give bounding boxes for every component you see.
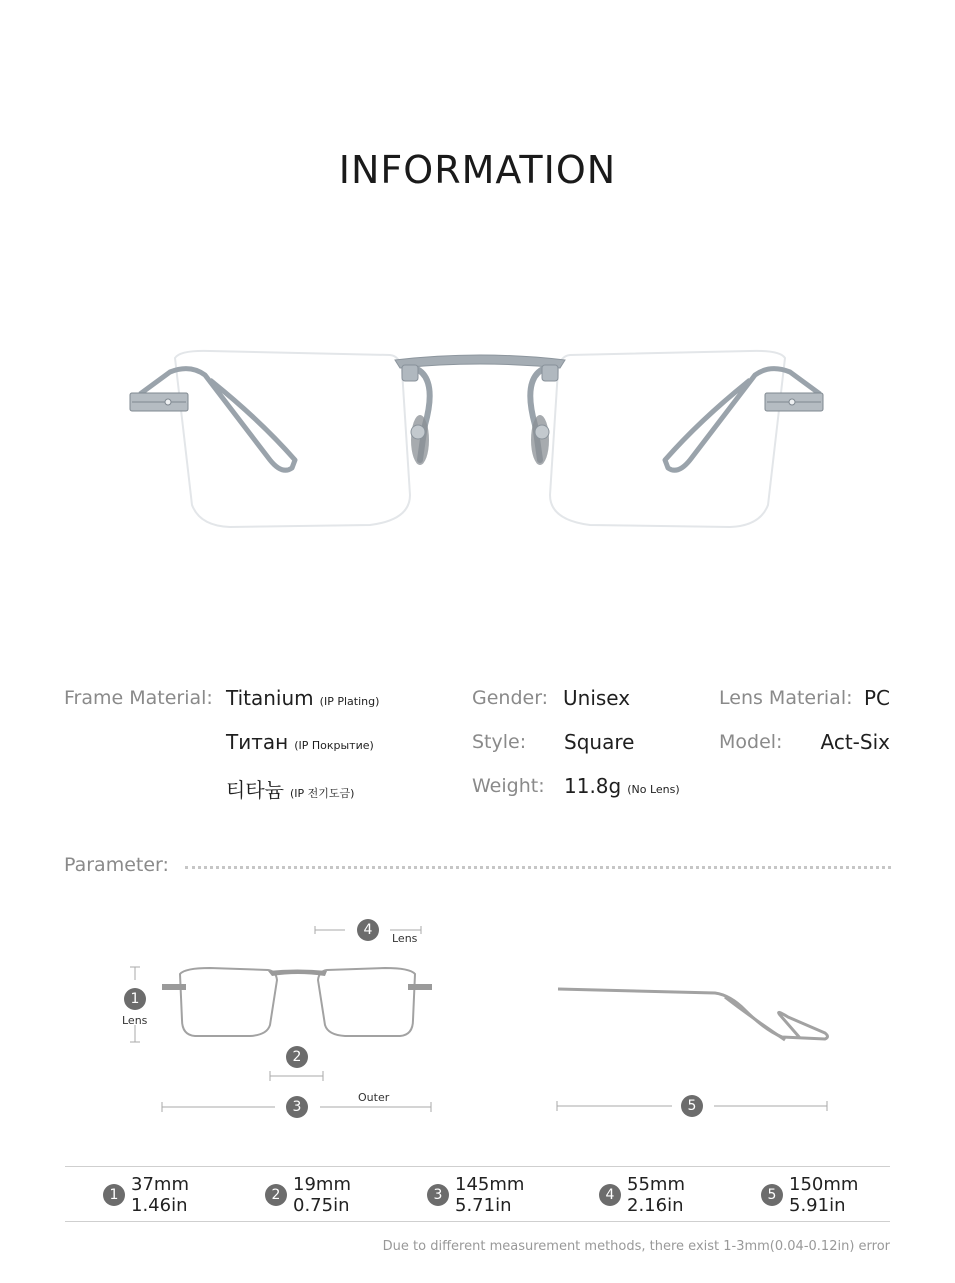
measurement-5-in: 5.91in [789,1195,846,1216]
front-diagram [110,920,460,1120]
measurement-4-in: 2.16in [627,1195,684,1216]
style-value: Square [564,730,635,754]
measurement-2-mm: 19mm [293,1174,351,1195]
frame-material-ru-value: Титан [226,730,289,754]
frame-material-ko-note: (IP 전기도금) [289,787,355,800]
badge-1: 1 [124,988,146,1010]
gender-value: Unisex [563,686,631,710]
style-label: Style: [472,731,527,753]
badge-4: 4 [357,919,379,941]
dotted-divider [185,866,891,869]
table-top-rule [65,1166,890,1167]
badge-5: 5 [681,1095,703,1117]
measurement-4-mm: 55mm [627,1174,685,1195]
weight-note: (No Lens) [627,783,680,796]
measurement-3-mm: 145mm [455,1174,525,1195]
lens-label-left: Lens [122,1014,148,1027]
weight-label: Weight: [472,775,545,797]
gender-label: Gender: [472,687,549,709]
measurement-1-in: 1.46in [131,1195,188,1216]
weight [564,774,680,798]
measurement-1-mm: 37mm [131,1174,189,1195]
side-diagram [550,975,840,1115]
outer-label: Outer [358,1091,390,1104]
frame-material-label: Frame Material: [64,687,213,709]
lens-material-value: PC [863,686,890,710]
measurement-3-badge: 3 [427,1184,449,1206]
measurement-5-badge: 5 [761,1184,783,1206]
parameter-label: Parameter: [64,854,169,876]
measurement-2-in: 0.75in [293,1195,350,1216]
measurement-5-mm: 150mm [789,1174,859,1195]
measurement-3-in: 5.71in [455,1195,512,1216]
model-value: Act-Six [820,730,890,754]
table-bottom-rule [65,1221,890,1222]
frame-material-ru [226,730,374,754]
measurement-4-badge: 4 [599,1184,621,1206]
weight-value: 11.8g [564,774,622,798]
badge-3: 3 [286,1096,308,1118]
lens-material-label: Lens Material: [719,687,853,709]
lens-label-top: Lens [392,932,418,945]
frame-material-en-note: (IP Plating) [319,695,380,708]
measurement-2-badge: 2 [265,1184,287,1206]
frame-material-en [226,686,379,710]
frame-material-ko-value: 티타늄 [226,778,284,802]
page-title: INFORMATION [338,148,617,192]
measurement-1-badge: 1 [103,1184,125,1206]
frame-material-en-value: Titanium [226,686,314,710]
frame-material-ru-note: (IP Покрытие) [294,739,374,752]
footnote: Due to different measurement methods, there exist 1-3mm(0.04-0.12in) error [382,1239,890,1254]
frame-material-ko [226,774,354,803]
model-label: Model: [719,731,783,753]
glasses-front-image [120,320,840,550]
badge-2: 2 [286,1046,308,1068]
